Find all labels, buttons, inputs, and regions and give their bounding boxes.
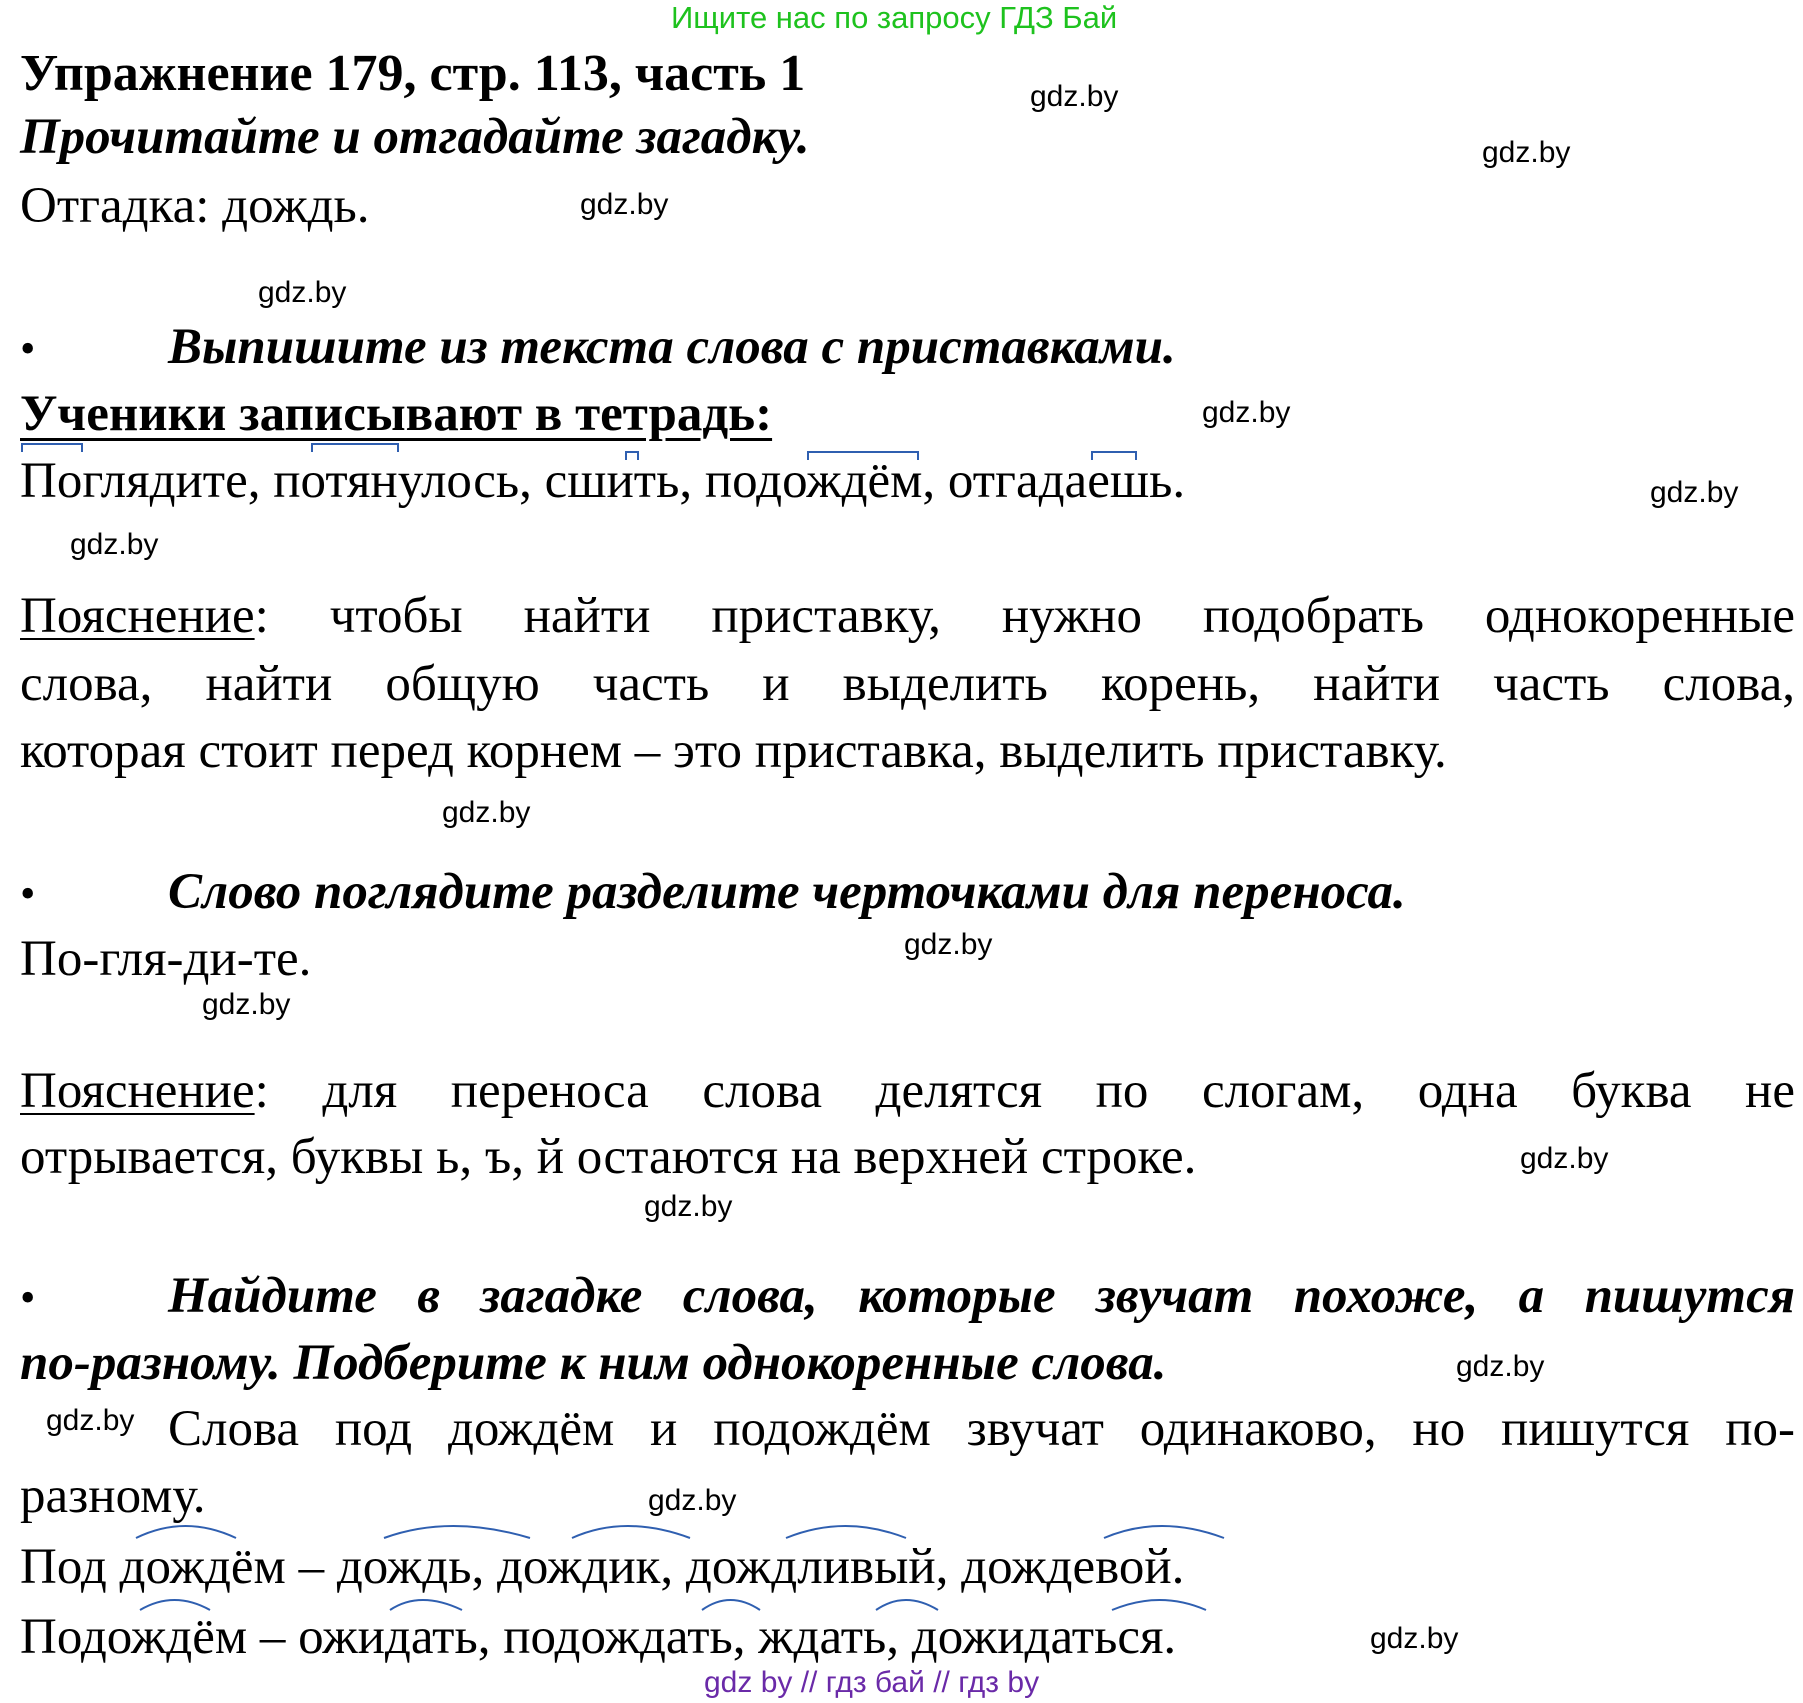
watermark: gdz.by	[644, 1190, 733, 1223]
task-4-line-2: по-разному. Подберите к ним однокоренные слова.	[20, 1335, 1167, 1391]
watermark: gdz.by	[70, 528, 159, 561]
explanation-1-line-1	[20, 587, 1795, 645]
watermark: gdz.by	[1482, 136, 1571, 169]
explanation-1-line-2: слова, найти общую часть и выделить корень, найти часть слова,	[20, 656, 1795, 712]
answer-4-line-2: разному.	[20, 1468, 206, 1524]
watermark: gdz.by	[1520, 1142, 1609, 1175]
watermark: gdz.by	[258, 276, 347, 309]
section-heading: Ученики записывают в тетрадь:	[20, 386, 773, 442]
top-link[interactable]: Ищите нас по запросу ГДЗ Бай	[671, 0, 1118, 35]
watermark: gdz.by	[1650, 476, 1739, 509]
root-arc	[384, 1526, 530, 1538]
watermark: gdz.by	[580, 188, 669, 221]
footer-links[interactable]: gdz by // гдз бай // гдз by	[704, 1666, 1040, 1699]
answer-4-line-1: Слова под дождём и подождём звучат одинаково, но пишутся по-	[168, 1401, 1795, 1457]
explanation-2-line-1	[20, 1062, 1795, 1120]
answer-4-line-3: Под дождём – дождь, дождик, дождливый, дождевой.	[20, 1539, 1185, 1595]
explanation-2-line-2: отрывается, буквы ь, ъ, й остаются на верхней строке.	[20, 1129, 1197, 1185]
prefix-mark	[22, 444, 82, 452]
bullet: •	[20, 869, 36, 918]
exercise-title: Упражнение 179, стр. 113, часть 1	[20, 45, 806, 102]
watermark: gdz.by	[648, 1484, 737, 1517]
explanation-text: : чтобы найти приставку, нужно подобрать однокоренные	[254, 588, 1795, 644]
root-arc	[786, 1526, 906, 1538]
watermark: gdz.by	[202, 988, 291, 1021]
explanation-1-line-3: которая стоит перед корнем – это приставка, выделить приставку.	[20, 723, 1447, 779]
watermark: gdz.by	[1370, 1622, 1459, 1655]
watermark: gdz.by	[442, 796, 531, 829]
explanation-label: Пояснение	[20, 1063, 255, 1119]
watermark: gdz.by	[1202, 396, 1291, 429]
task-2: Выпишите из текста слова с приставками.	[168, 319, 1176, 375]
task-3: Слово поглядите разделите черточками для переноса.	[168, 864, 1406, 920]
words-with-prefixes: Поглядите, потянулось, сшить, подождём, отгадаешь.	[20, 453, 1186, 509]
bullet: •	[20, 1273, 36, 1322]
bullet: •	[20, 324, 36, 373]
watermark: gdz.by	[46, 1404, 135, 1437]
answer-1: Отгадка: дождь.	[20, 178, 370, 234]
root-arc	[136, 1526, 236, 1538]
prefix-mark	[312, 444, 398, 452]
root-arc	[572, 1526, 690, 1538]
watermark: gdz.by	[1456, 1350, 1545, 1383]
watermark: gdz.by	[1030, 80, 1119, 113]
task-4-line-1: Найдите в загадке слова, которые звучат похоже, а пишутся	[168, 1268, 1795, 1324]
task-1: Прочитайте и отгадайте загадку.	[20, 109, 810, 165]
watermark: gdz.by	[904, 928, 993, 961]
answer-3: По-гля-ди-те.	[20, 931, 312, 987]
answer-4-line-4: Подождём – ожидать, подождать, ждать, дожидаться.	[20, 1609, 1177, 1665]
explanation-label: Пояснение	[20, 588, 255, 644]
explanation-text: : для переноса слова делятся по слогам, одна буква не	[254, 1063, 1795, 1119]
root-arc	[1104, 1526, 1224, 1538]
